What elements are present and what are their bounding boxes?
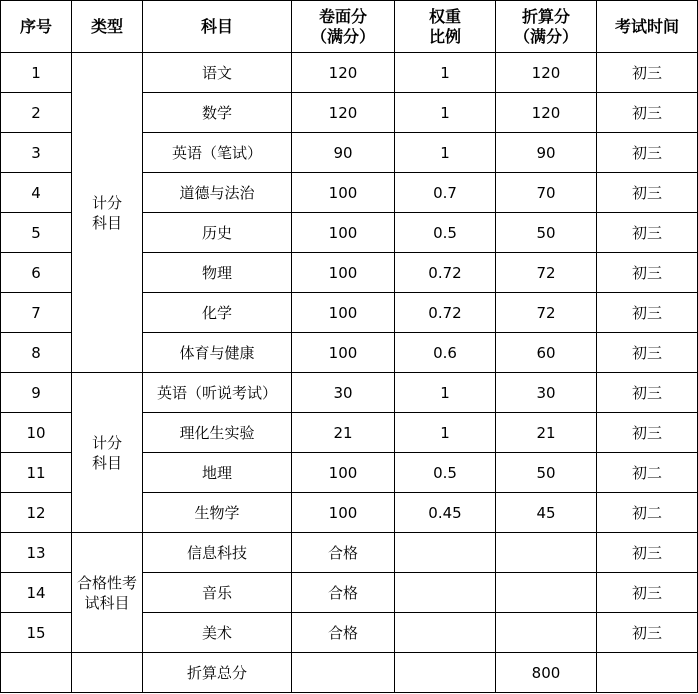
cell-score: 100 (292, 493, 395, 533)
cell-subject: 美术 (143, 613, 292, 653)
cell-score: 100 (292, 253, 395, 293)
type-group-line2: 试科目 (84, 593, 130, 612)
cell-converted: 50 (496, 213, 597, 253)
header-index: 序号 (1, 1, 72, 53)
cell-index: 3 (1, 133, 72, 173)
cell-index: 5 (1, 213, 72, 253)
header-row (1, 1, 698, 53)
cell-score: 100 (292, 453, 395, 493)
header-subject: 科目 (143, 1, 292, 53)
cell-converted: 30 (496, 373, 597, 413)
cell-converted (496, 573, 597, 613)
cell-converted (496, 533, 597, 573)
cell-time: 初三 (597, 293, 698, 333)
total-value: 800 (496, 653, 597, 693)
type-group-line2: 科目 (91, 213, 122, 232)
header-converted-line2: （满分） (513, 26, 578, 46)
cell-score: 21 (292, 413, 395, 453)
cell-subject: 道德与法治 (143, 173, 292, 213)
cell-subject: 音乐 (143, 573, 292, 613)
cell-time: 初三 (597, 613, 698, 653)
total-cell-time (597, 653, 698, 693)
cell-weight (395, 533, 496, 573)
header-converted (496, 1, 597, 53)
cell-weight: 0.5 (395, 213, 496, 253)
header-converted-line1: 折算分 (521, 6, 570, 26)
cell-score: 合格 (292, 533, 395, 573)
cell-score: 100 (292, 213, 395, 253)
total-cell-score (292, 653, 395, 693)
header-weight (395, 1, 496, 53)
cell-weight: 0.5 (395, 453, 496, 493)
cell-converted: 72 (496, 253, 597, 293)
type-group-line2: 科目 (91, 453, 122, 472)
cell-time: 初二 (597, 453, 698, 493)
cell-weight: 0.7 (395, 173, 496, 213)
cell-index: 11 (1, 453, 72, 493)
cell-time: 初三 (597, 253, 698, 293)
total-cell-index (1, 653, 72, 693)
cell-index: 14 (1, 573, 72, 613)
cell-time: 初三 (597, 373, 698, 413)
header-weight-line2: 比例 (428, 26, 461, 46)
cell-converted (496, 613, 597, 653)
cell-subject: 语文 (143, 53, 292, 93)
cell-index: 15 (1, 613, 72, 653)
cell-index: 6 (1, 253, 72, 293)
cell-index: 8 (1, 333, 72, 373)
cell-weight: 0.72 (395, 293, 496, 333)
cell-weight: 1 (395, 53, 496, 93)
cell-subject: 英语（笔试） (143, 133, 292, 173)
type-group-line1: 计分 (91, 433, 122, 452)
total-row (1, 653, 698, 693)
cell-subject: 体育与健康 (143, 333, 292, 373)
cell-weight: 1 (395, 133, 496, 173)
total-label: 折算总分 (143, 653, 292, 693)
cell-score: 120 (292, 93, 395, 133)
header-paper-score-line2: （满分） (310, 26, 375, 46)
cell-index: 12 (1, 493, 72, 533)
cell-time: 初三 (597, 533, 698, 573)
table-row (1, 53, 698, 93)
cell-subject: 物理 (143, 253, 292, 293)
cell-time: 初三 (597, 413, 698, 453)
cell-index: 4 (1, 173, 72, 213)
header-type: 类型 (72, 1, 143, 53)
cell-weight: 1 (395, 373, 496, 413)
cell-weight: 1 (395, 413, 496, 453)
total-cell-type (72, 653, 143, 693)
header-paper-score (292, 1, 395, 53)
cell-weight: 1 (395, 93, 496, 133)
cell-subject: 理化生实验 (143, 413, 292, 453)
cell-score: 90 (292, 133, 395, 173)
cell-converted: 70 (496, 173, 597, 213)
cell-time: 初三 (597, 93, 698, 133)
cell-time: 初三 (597, 573, 698, 613)
cell-time: 初三 (597, 133, 698, 173)
cell-score: 100 (292, 293, 395, 333)
cell-subject: 化学 (143, 293, 292, 333)
cell-subject: 历史 (143, 213, 292, 253)
cell-time: 初三 (597, 53, 698, 93)
table-row (1, 533, 698, 573)
type-group-pass-fail (72, 533, 143, 653)
cell-score: 100 (292, 333, 395, 373)
cell-weight: 0.45 (395, 493, 496, 533)
cell-subject: 信息科技 (143, 533, 292, 573)
cell-weight: 0.72 (395, 253, 496, 293)
header-weight-line1: 权重 (428, 6, 461, 26)
cell-converted: 120 (496, 93, 597, 133)
type-group-scored-2 (72, 373, 143, 533)
cell-index: 13 (1, 533, 72, 573)
cell-subject: 英语（听说考试） (143, 373, 292, 413)
cell-subject: 数学 (143, 93, 292, 133)
cell-converted: 50 (496, 453, 597, 493)
cell-converted: 21 (496, 413, 597, 453)
cell-time: 初二 (597, 493, 698, 533)
cell-index: 9 (1, 373, 72, 413)
cell-score: 100 (292, 173, 395, 213)
total-cell-weight (395, 653, 496, 693)
cell-converted: 120 (496, 53, 597, 93)
cell-score: 合格 (292, 613, 395, 653)
cell-weight: 0.6 (395, 333, 496, 373)
type-group-line1: 计分 (91, 193, 122, 212)
cell-score: 120 (292, 53, 395, 93)
cell-subject: 生物学 (143, 493, 292, 533)
header-exam-time: 考试时间 (597, 1, 698, 53)
cell-converted: 72 (496, 293, 597, 333)
cell-weight (395, 613, 496, 653)
type-group-scored-1 (72, 53, 143, 373)
cell-index: 7 (1, 293, 72, 333)
cell-index: 10 (1, 413, 72, 453)
cell-converted: 90 (496, 133, 597, 173)
cell-time: 初三 (597, 213, 698, 253)
cell-score: 合格 (292, 573, 395, 613)
cell-index: 2 (1, 93, 72, 133)
header-paper-score-line1: 卷面分 (318, 6, 367, 26)
cell-time: 初三 (597, 173, 698, 213)
cell-converted: 60 (496, 333, 597, 373)
type-group-line1: 合格性考 (76, 573, 137, 592)
table-row (1, 373, 698, 413)
cell-subject: 地理 (143, 453, 292, 493)
cell-index: 1 (1, 53, 72, 93)
cell-score: 30 (292, 373, 395, 413)
cell-converted: 45 (496, 493, 597, 533)
cell-weight (395, 573, 496, 613)
cell-time: 初三 (597, 333, 698, 373)
